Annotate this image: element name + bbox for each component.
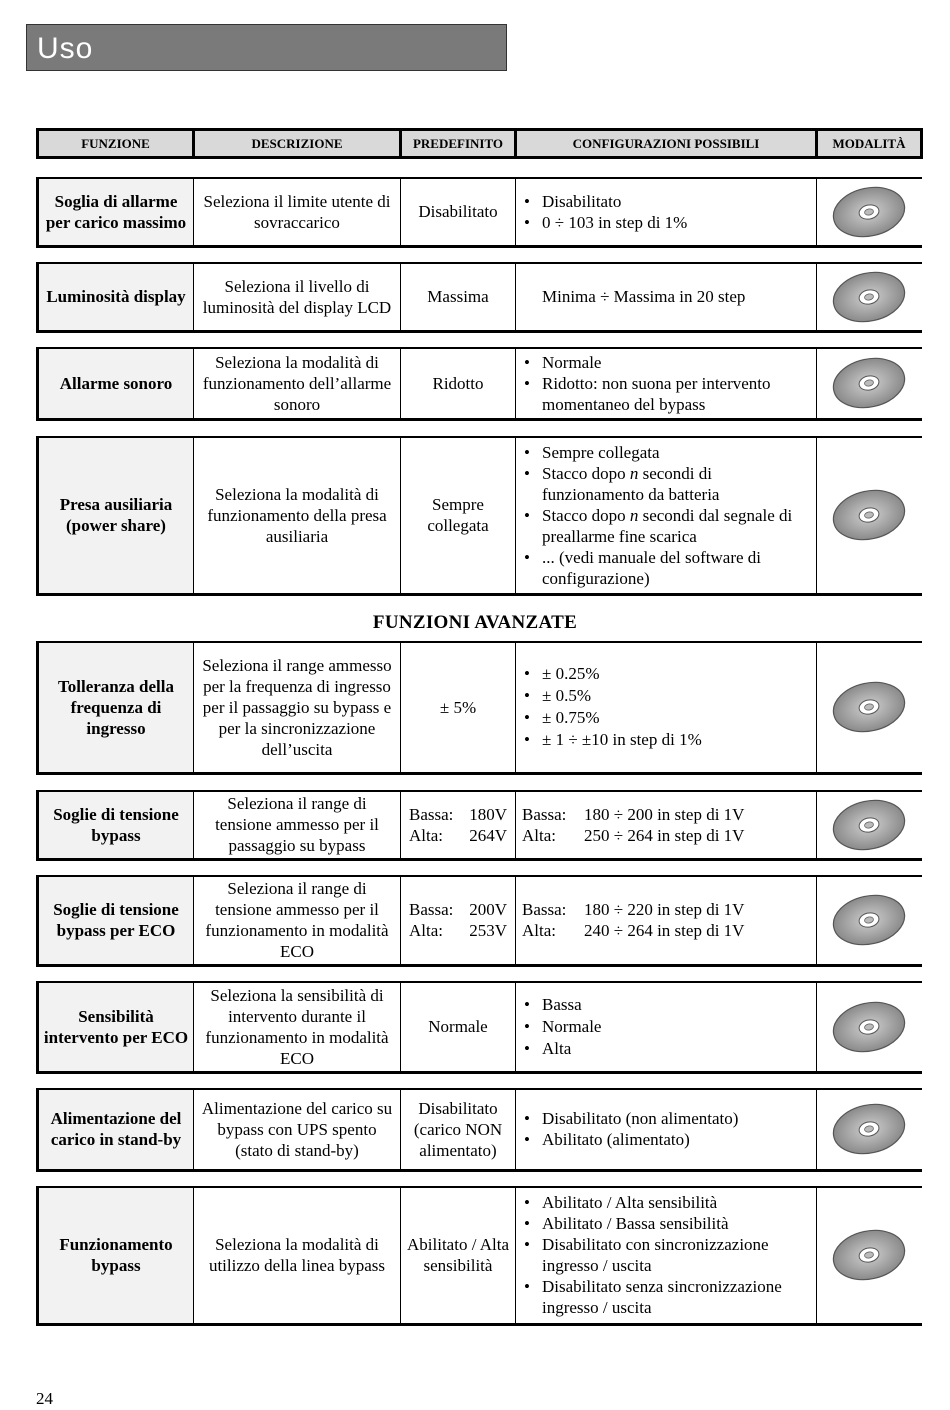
possible-configurations [516,876,817,965]
text-span: secondi dal segnale di preallarme fine scarica [542,505,793,546]
default-value: Ridotto [401,348,516,419]
config-high-label: Alta: [522,825,556,845]
config-low-value: 180 ÷ 200 in step di 1V [584,804,745,824]
list-item: • Abilitato / Alta sensibilità [522,1192,812,1213]
mode-cell [817,791,922,859]
function-description: Seleziona la modalità di funzionamento dell’allarme sonoro [194,348,401,419]
default-low-label: Bassa: [409,900,454,920]
function-description: Alimentazione del carico su bypass con UPS spento (stato di stand-by) [194,1089,401,1170]
default-high-label: Alta: [409,825,443,845]
possible-configurations [516,642,817,773]
function-name: Presa ausiliaria (power share) [38,437,194,594]
mode-cell [817,642,922,773]
cd-icon [831,799,907,851]
table-row [36,1186,922,1326]
default-low-label: Bassa: [409,804,454,824]
table-row [36,347,922,421]
variable-n: n [629,463,639,483]
cd-icon [831,489,907,541]
table-row [36,875,922,967]
function-description: Seleziona il limite utente di sovraccarico [194,178,401,246]
possible-configurations [516,982,817,1072]
mode-cell [817,263,922,331]
page-number: 24 [36,1389,53,1408]
possible-configurations [516,178,817,246]
list-item: • Abilitato / Bassa sensibilità [522,1213,812,1234]
table-row [36,177,922,248]
list-item: • 0 ÷ 103 in step di 1% [522,212,812,233]
list-item: • Disabilitato [522,191,812,212]
mode-cell [817,876,922,965]
text-span: Stacco dopo [542,505,630,525]
cd-icon [831,894,907,946]
list-item: • ± 0.5% [522,685,812,707]
list-item: • Disabilitato con sincronizzazione ingresso / uscita [522,1234,812,1276]
list-item: • Bassa [522,994,812,1016]
list-item: • Sempre collegata [522,442,812,463]
cd-icon [831,1001,907,1053]
list-item: • ± 0.75% [522,707,812,729]
list-item: • Abilitato (alimentato) [522,1129,812,1150]
possible-configurations: Minima ÷ Massima in 20 step [516,263,817,331]
list-item: • Disabilitato (non alimentato) [522,1108,812,1129]
possible-configurations [516,348,817,419]
function-description: Seleziona il range di tensione ammesso per il passaggio su bypass [194,791,401,859]
mode-cell [817,1089,922,1170]
table-row [36,262,922,333]
list-item: • Alta [522,1038,812,1060]
table-row [36,790,922,861]
column-headers [36,128,923,159]
default-low-value: 180V [469,804,507,824]
list-item: • ± 1 ÷ ±10 in step di 1% [522,729,812,751]
function-description: Seleziona il range di tensione ammesso per il funzionamento in modalità ECO [194,876,401,965]
mode-cell [817,982,922,1072]
default-low-value: 200V [469,900,507,920]
list-item [522,463,812,505]
table-row [36,436,922,596]
function-description: Seleziona il livello di luminosità del display LCD [194,263,401,331]
advanced-functions-title: FUNZIONI AVANZATE [372,612,578,633]
header-funzione: FUNZIONE [38,130,194,158]
possible-configurations [516,1089,817,1170]
list-item: • Normale [522,1016,812,1038]
list-item: • ± 0.25% [522,663,812,685]
default-value: Massima [401,263,516,331]
text-span: secondi di funzionamento da batteria [542,463,720,504]
list-item [522,505,812,547]
default-value: Abilitato / Alta sensibilità [401,1187,516,1324]
cd-icon [831,1103,907,1155]
config-low-label: Bassa: [522,804,567,824]
default-value: Disabilitato [401,178,516,246]
table-row [36,981,922,1074]
function-description: Seleziona la modalità di utilizzo della linea bypass [194,1187,401,1324]
function-name: Tolleranza della frequenza di ingresso [38,642,194,773]
function-description: Seleziona la modalità di funzionamento della presa ausiliaria [194,437,401,594]
function-name: Alimentazione del carico in stand-by [38,1089,194,1170]
variable-n: n [629,505,639,525]
list-item: • ... (vedi manuale del software di configurazione) [522,547,812,589]
table-row [36,641,922,775]
function-name: Allarme sonoro [38,348,194,419]
cd-icon [831,186,907,238]
cd-icon [831,357,907,409]
function-name: Soglie di tensione bypass [38,791,194,859]
header-configurazioni: CONFIGURAZIONI POSSIBILI [516,130,817,158]
mode-cell [817,178,922,246]
header-descrizione: DESCRIZIONE [194,130,401,158]
mode-cell [817,348,922,419]
cd-icon [831,1229,907,1281]
header-predefinito: PREDEFINITO [401,130,516,158]
mode-cell [817,1187,922,1324]
function-name: Soglie di tensione bypass per ECO [38,876,194,965]
config-high-label: Alta: [522,921,556,941]
config-low-label: Bassa: [522,900,567,920]
function-name: Sensibilità intervento per ECO [38,982,194,1072]
config-high-value: 250 ÷ 264 in step di 1V [584,825,745,845]
function-name: Soglia di allarme per carico massimo [38,178,194,246]
list-item: • Ridotto: non suona per intervento momentaneo del bypass [522,373,812,415]
default-high-label: Alta: [409,921,443,941]
cd-icon [831,271,907,323]
possible-configurations [516,437,817,594]
config-low-value: 180 ÷ 220 in step di 1V [584,900,745,920]
default-value [401,791,516,859]
default-value: Disabilitato (carico NON alimentato) [401,1089,516,1170]
table-row [36,1088,922,1172]
function-description: Seleziona il range ammesso per la frequenza di ingresso per il passaggio su bypass e per la sincronizzazione dell’uscita [194,642,401,773]
text-span: Stacco dopo [542,463,630,483]
cd-icon [831,681,907,733]
possible-configurations [516,1187,817,1324]
function-name: Luminosità display [38,263,194,331]
default-value: ± 5% [401,642,516,773]
function-description: Seleziona la sensibilità di intervento durante il funzionamento in modalità ECO [194,982,401,1072]
section-title: Uso [26,24,507,71]
default-value: Sempre collegata [401,437,516,594]
default-high-value: 264V [469,825,507,845]
list-item: • Disabilitato senza sincronizzazione ingresso / uscita [522,1276,812,1318]
default-value: Normale [401,982,516,1072]
header-modalita: MODALITÀ [817,130,922,158]
default-value [401,876,516,965]
config-high-value: 240 ÷ 264 in step di 1V [584,921,745,941]
possible-configurations [516,791,817,859]
function-name: Funzionamento bypass [38,1187,194,1324]
list-item: • Normale [522,352,812,373]
mode-cell [817,437,922,594]
default-high-value: 253V [469,921,507,941]
